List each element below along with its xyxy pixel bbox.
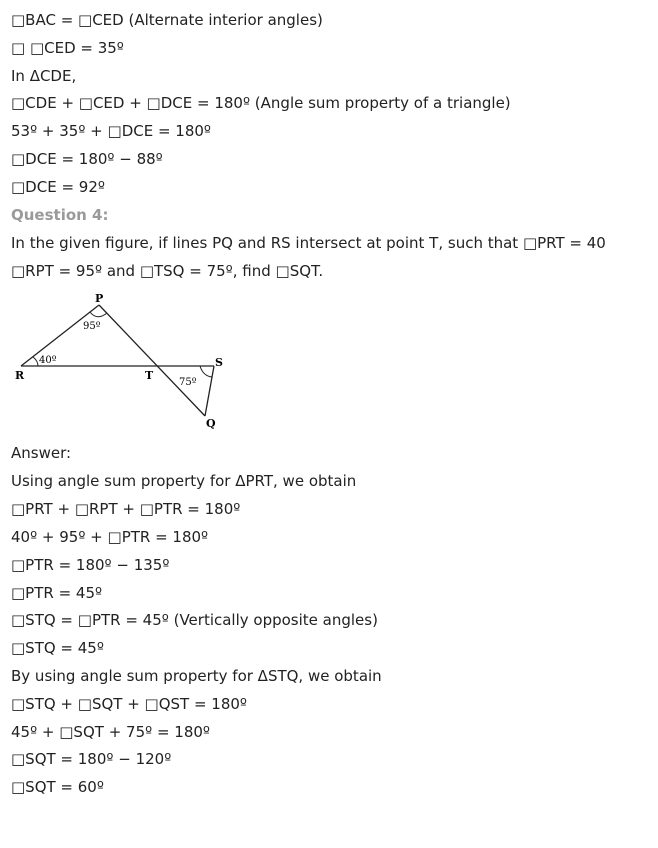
question-text: □RPT = 95º and □TSQ = 75º, find □SQT.: [11, 262, 324, 280]
answer-line: □PTR = 45º: [11, 584, 103, 602]
answer-line: □SQT = 60º: [11, 778, 104, 796]
answer-line: Using angle sum property for ΔPRT, we obtain: [11, 472, 357, 490]
question-heading: Question 4:: [11, 206, 109, 224]
text-line: □DCE = 180º − 88º: [11, 150, 163, 168]
segment-sq: [205, 366, 214, 416]
answer-line: By using angle sum property for ΔSTQ, we obtain: [11, 667, 382, 685]
text-line: 53º + 35º + □DCE = 180º: [11, 122, 211, 140]
label-t: T: [145, 369, 154, 382]
triangle-figure: [11, 290, 231, 430]
text-line: □BAC = □CED (Alternate interior angles): [11, 11, 323, 29]
angle-arc-s: [200, 366, 212, 377]
answer-line: □STQ = □PTR = 45º (Vertically opposite angles): [11, 611, 378, 629]
label-p: P: [95, 292, 104, 305]
answer-line: 45º + □SQT + 75º = 180º: [11, 723, 210, 741]
answer-line: □STQ + □SQT + □QST = 180º: [11, 695, 248, 713]
angle-arc-r: [33, 357, 38, 366]
text-line: □DCE = 92º: [11, 178, 105, 196]
question-text: In the given figure, if lines PQ and RS intersect at point T, such that □PRT = 40: [11, 234, 606, 252]
label-s: S: [215, 356, 223, 369]
segment-pq: [99, 305, 205, 416]
solution-page: [11, 0, 658, 848]
label-q: Q: [206, 417, 216, 430]
answer-line: □STQ = 45º: [11, 639, 104, 657]
text-line: □CDE + □CED + □DCE = 180º (Angle sum property of a triangle): [11, 94, 511, 112]
answer-heading: Answer:: [11, 444, 72, 462]
answer-line: 40º + 95º + □PTR = 180º: [11, 528, 209, 546]
answer-line: □PTR = 180º − 135º: [11, 556, 170, 574]
angle-label-s: 75º: [179, 377, 197, 388]
angle-label-r: 40º: [39, 355, 57, 366]
text-line: In ΔCDE,: [11, 67, 77, 85]
text-line: □ □CED = 35º: [11, 39, 124, 57]
answer-line: □SQT = 180º − 120º: [11, 750, 172, 768]
segment-rp: [21, 305, 99, 366]
label-r: R: [15, 369, 25, 382]
angle-arc-p: [90, 312, 107, 317]
angle-label-p: 95º: [83, 321, 101, 332]
answer-line: □PRT + □RPT + □PTR = 180º: [11, 500, 241, 518]
